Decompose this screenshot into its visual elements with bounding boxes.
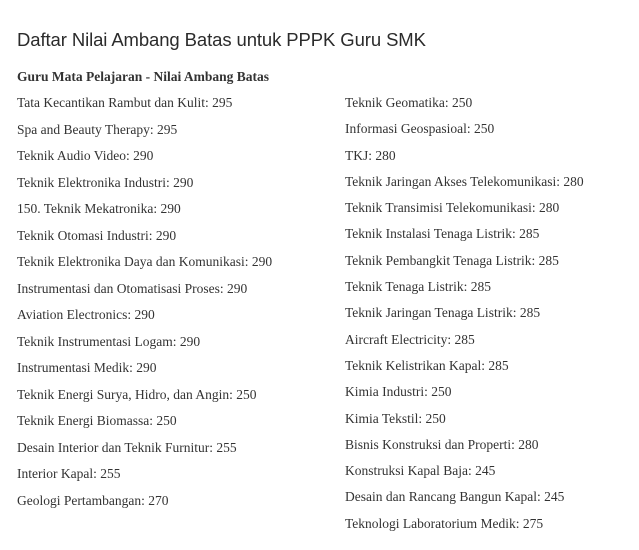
list-item: Teknik Pembangkit Tenaga Listrik: 285 [345,252,559,268]
list-item: Teknik Elektronika Daya dan Komunikasi: 290 [17,254,273,269]
list-item: Kimia Industri: 250 [345,384,452,400]
list-item: Teknik Energi Surya, Hidro, dan Angin: 250 [17,386,257,402]
list-item: Teknik Instrumentasi Logam: 290 [17,333,201,349]
list-item: 150. Teknik Mekatronika: 290 [17,201,181,216]
right-column-list [345,95,635,542]
list-item: Instrumentasi dan Otomatisasi Proses: 290 [17,280,248,296]
list-item: Kimia Tekstil: 250 [345,410,446,426]
section-subtitle: Guru Mata Pelajaran - Nilai Ambang Batas [17,69,269,84]
list-item: Tata Kecantikan Rambut dan Kulit: 295 [17,95,233,110]
list-item: Teknik Geomatika: 250 [345,95,473,110]
list-item: Aviation Electronics: 290 [17,307,155,322]
list-item: Teknik Kelistrikan Kapal: 285 [345,357,509,373]
list-item: Teknik Jaringan Tenaga Listrik: 285 [345,305,541,321]
list-item: Geologi Pertambangan: 270 [17,492,169,508]
list-item: Bisnis Konstruksi dan Properti: 280 [345,436,539,452]
list-item: Teknik Otomasi Industri: 290 [17,227,177,243]
list-item: Teknik Instalasi Tenaga Listrik: 285 [345,226,540,242]
list-item: TKJ: 280 [345,147,396,163]
list-item: Teknologi Laboratorium Medik: 275 [345,515,544,531]
list-item: Informasi Geospasioal: 250 [345,121,495,137]
list-item: Spa and Beauty Therapy: 295 [17,121,178,137]
list-item: Teknik Tenaga Listrik: 285 [345,279,491,295]
list-item: Aircraft Electricity: 285 [345,331,475,347]
left-column-list [17,95,317,519]
list-item: Teknik Elektronika Industri: 290 [17,174,194,190]
list-item: Desain Interior dan Teknik Furnitur: 255 [17,439,237,455]
list-item: Teknik Transimisi Telekomunikasi: 280 [345,200,560,216]
list-item: Teknik Audio Video: 290 [17,148,154,163]
list-item: Interior Kapal: 255 [17,466,121,481]
list-item: Teknik Energi Biomassa: 250 [17,413,177,428]
list-item: Desain dan Rancang Bangun Kapal: 245 [345,489,565,505]
list-item: Teknik Jaringan Akses Telekomunikasi: 280 [345,173,584,189]
page-title: Daftar Nilai Ambang Batas untuk PPPK Guru SMK [17,29,426,51]
list-item: Instrumentasi Medik: 290 [17,360,157,375]
list-item: Konstruksi Kapal Baja: 245 [345,463,496,479]
